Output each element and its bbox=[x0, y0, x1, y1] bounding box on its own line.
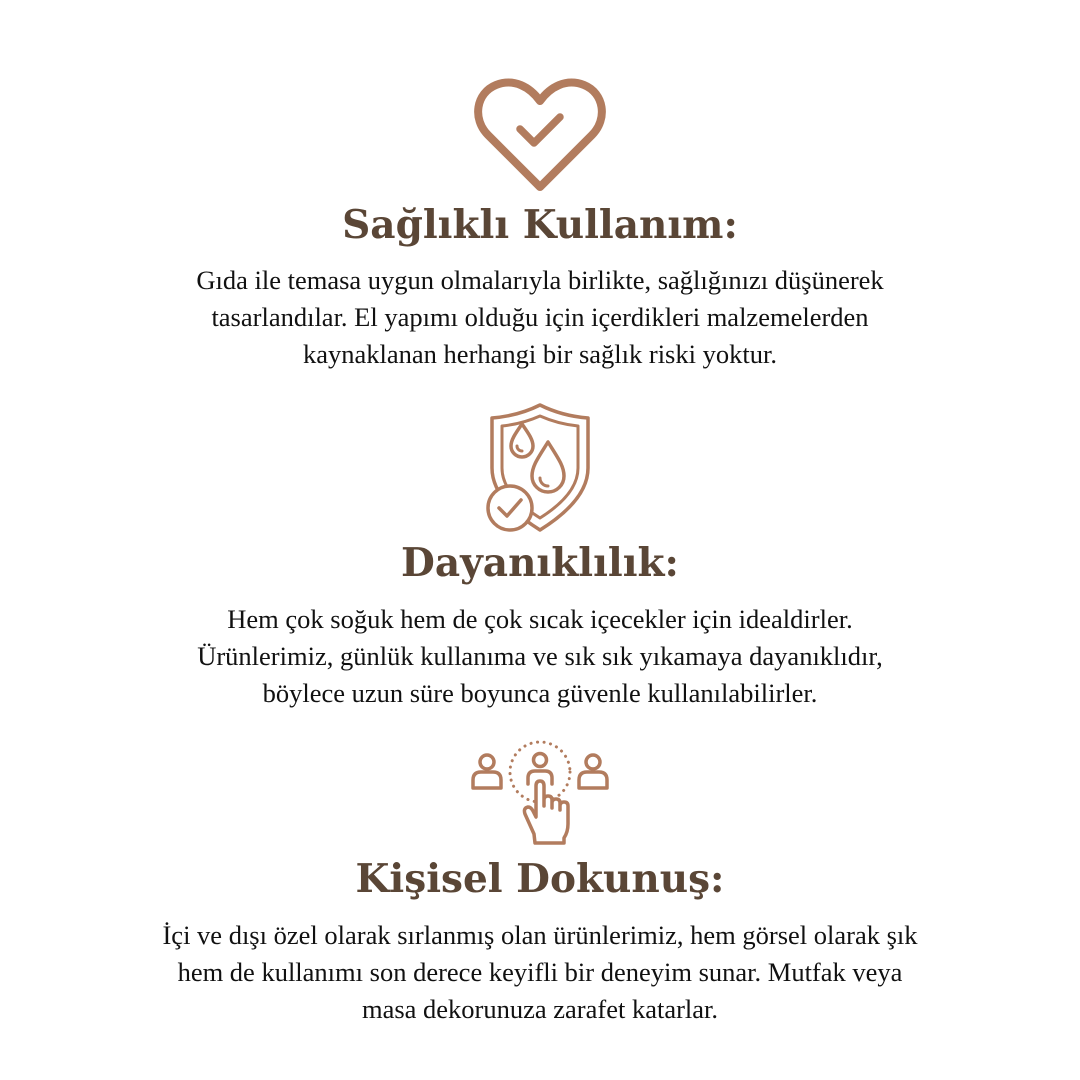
text-line: masa dekorunuza zarafet katarlar. bbox=[361, 994, 719, 1024]
text-line: hem de kullanımı son derece keyifli bir deneyim sunar. Mutfak veya bbox=[177, 957, 903, 987]
section-text-healthy-use bbox=[40, 262, 1040, 373]
text-line: Hem çok soğuk hem de çok sıcak içecekler için idealdirler. bbox=[227, 604, 853, 634]
text-line: tasarlandılar. El yapımı olduğu için içerdikleri malzemelerden bbox=[211, 302, 869, 332]
section-title-healthy-use: Sağlıklı Kullanım: bbox=[342, 202, 738, 248]
section-title-personal-touch: Kişisel Dokunuş: bbox=[355, 856, 725, 902]
heart-check-icon bbox=[470, 75, 610, 197]
text-line: Ürünlerimiz, günlük kullanıma ve sık sık yıkamaya dayanıklıdır, bbox=[197, 641, 883, 671]
text-line: İçi ve dışı özel olarak sırlanmış olan ürünlerimiz, hem görsel olarak şık bbox=[162, 920, 918, 950]
shield-drops-check-icon bbox=[484, 402, 596, 534]
section-text-personal-touch bbox=[40, 917, 1040, 1028]
text-line: kaynaklanan herhangi bir sağlık riski yoktur. bbox=[303, 339, 777, 369]
text-line: Gıda ile temasa uygun olmalarıyla birlikte, sağlığınızı düşünerek bbox=[196, 265, 884, 295]
person-select-hand-icon bbox=[468, 740, 612, 846]
text-line: böylece uzun süre boyunca güvenle kullanılabilirler. bbox=[262, 678, 818, 708]
section-text-durability bbox=[40, 601, 1040, 712]
section-title-durability: Dayanıklılık: bbox=[401, 540, 679, 586]
